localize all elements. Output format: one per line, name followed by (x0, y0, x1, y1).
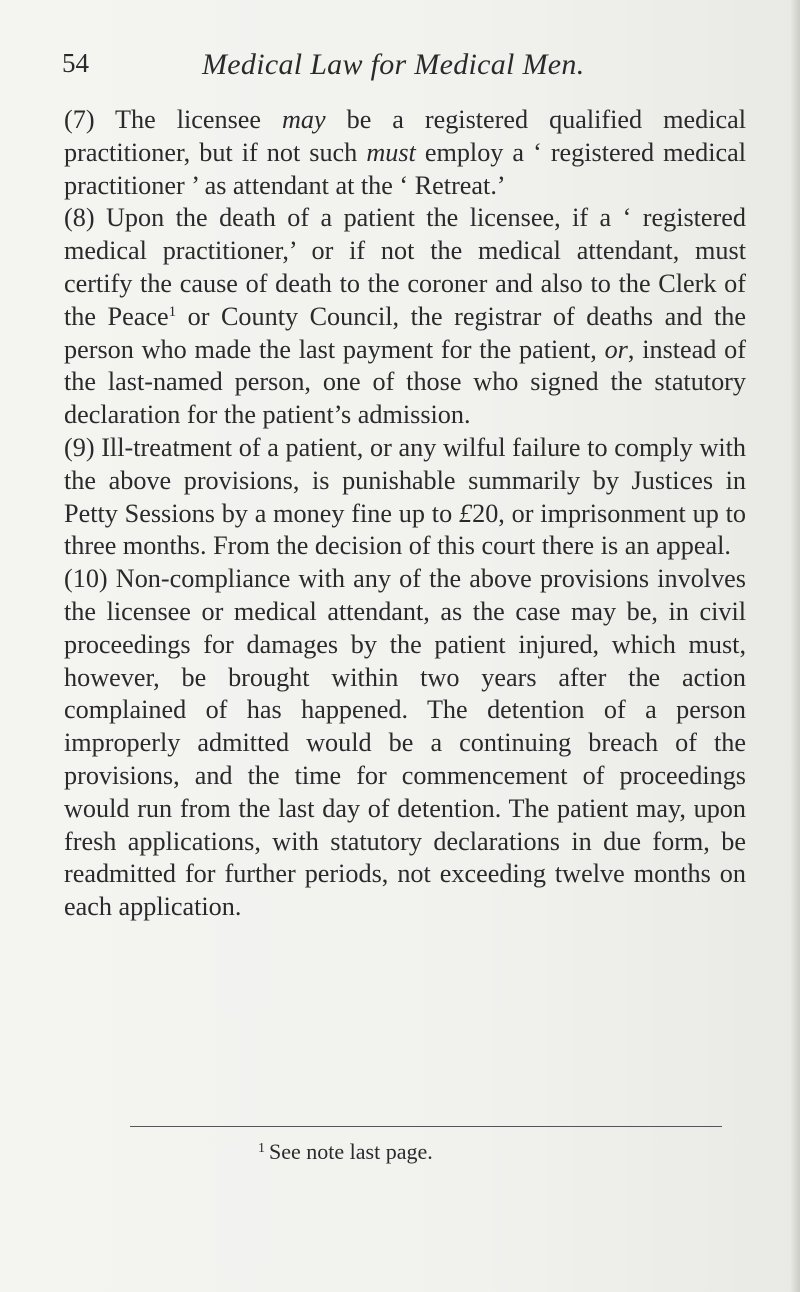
paragraph-text: 20, or imprisonment up to three months. From the decision of this court there is an appeal. (64, 498, 746, 561)
paragraph-text: employ a ‘ registered medical practitioner ’ as attendant at the ‘ Retreat.’ (64, 137, 746, 200)
paragraph-text: Ill-treatment of a patient, or any wilful failure to comply with the above provisions, is punishable summarily by Justices in Petty Sessions by a money fine up to (64, 432, 746, 528)
footnote-divider (130, 1126, 722, 1127)
paragraph-text: The licensee (94, 105, 282, 134)
paragraph-9 (64, 432, 746, 563)
page-edge-shadow (790, 0, 800, 1292)
paragraph-number: (10) (64, 564, 108, 594)
footnote-text: See note last page. (269, 1139, 433, 1164)
paragraph-10 (64, 563, 746, 924)
footnote-mark: 1 (258, 1141, 265, 1156)
paragraph-text: Upon the death of a patient the licensee, if a ‘ registered medical practitioner,’ or if not the medical attendant, must certify the cause of death to the coroner and also to the Clerk of the Peace (64, 203, 746, 331)
footnote-reference[interactable]: 1 (168, 303, 177, 320)
page-header (62, 48, 752, 88)
emphasis-text: may (282, 105, 326, 134)
paragraph-text: or County Council, the registrar of deaths and the person who made the last payment for the patient, (64, 301, 746, 364)
pound-sign: £ (459, 498, 473, 528)
paragraph-text: be a registered qualified medical practitioner, but if not such (64, 105, 746, 167)
paragraph-7 (64, 104, 746, 202)
running-title: Medical Law for Medical Men. (202, 48, 585, 81)
paragraph-8 (64, 202, 746, 432)
paragraph-text: Non-compliance with any of the above provisions involves the licensee or medical attendant, as the case may be, in civil proceedings for damages by the patient injured, which must, however, be brought within two years after the action complained of has happened. The detention of a person improperly admitted would be a continuing breach of the provisions, and the time for commencement of proceedings would run from the last day of detention. The patient may, upon fresh applications, with statutory declarations in due form, be readmitted for further periods, not exceeding twelve months on each application. (64, 564, 746, 922)
paragraph-number: (9) (64, 432, 95, 462)
page-number: 54 (62, 48, 89, 78)
paragraph-number: (7) (64, 105, 95, 134)
paragraph-number: (8) (64, 203, 95, 233)
footnote (258, 1136, 433, 1165)
paragraph-text: , instead of the last-named person, one of those who signed the statutory declaration for the patient’s admission. (64, 334, 746, 430)
emphasis-text: or (604, 334, 628, 364)
emphasis-text: must (366, 137, 416, 167)
body-text (64, 104, 746, 924)
